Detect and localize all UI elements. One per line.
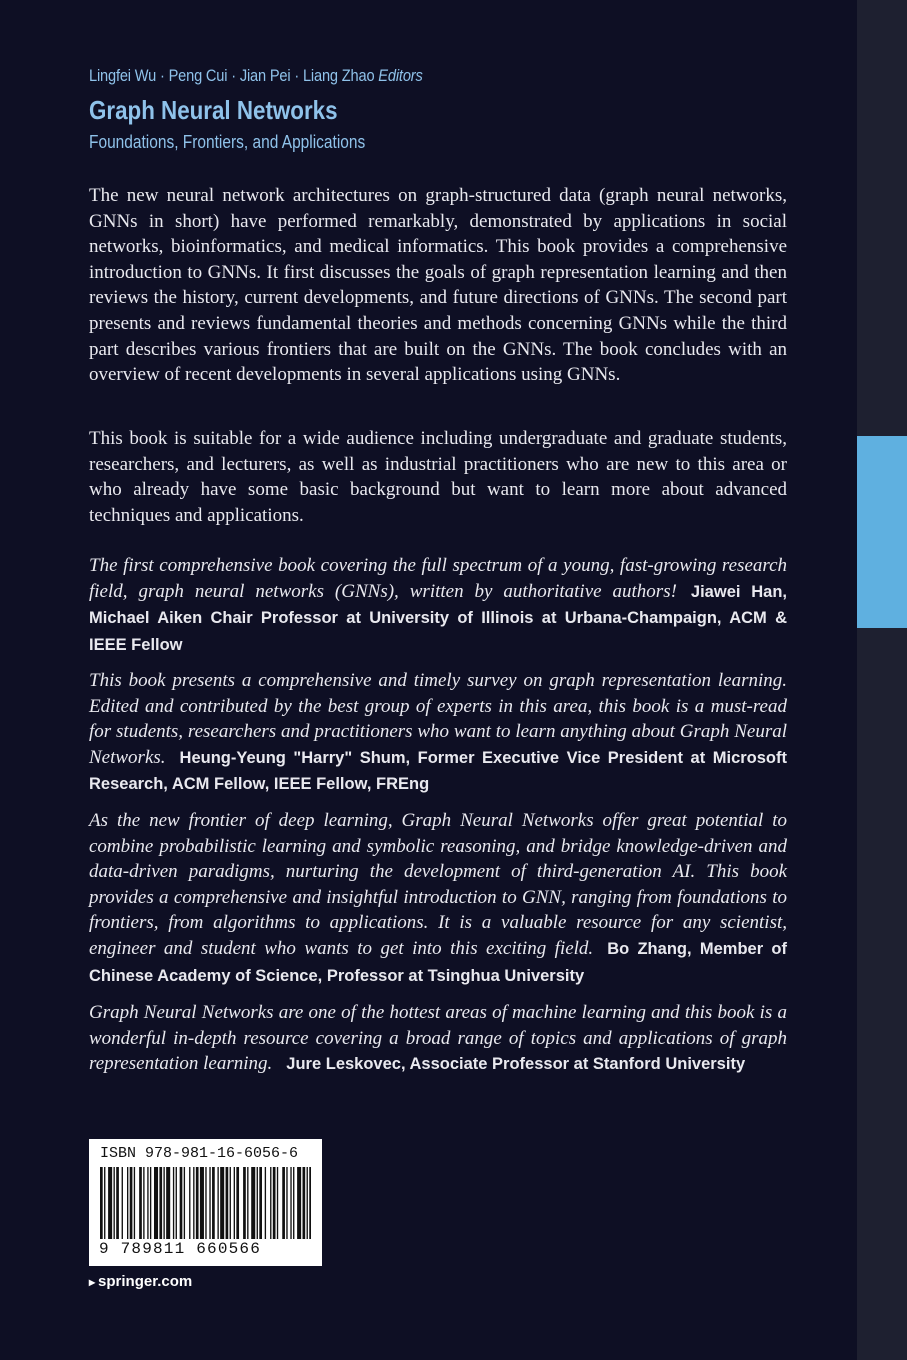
barcode-bar [127, 1167, 128, 1239]
endorsement-attribution: Jure Leskovec, Associate Professor at Stanford University [286, 1055, 746, 1074]
barcode-bar [307, 1167, 308, 1239]
barcode-bar [143, 1167, 144, 1239]
barcode-bar [122, 1167, 123, 1239]
editor-name: Lingfei Wu [89, 66, 157, 85]
barcode-bar [259, 1167, 262, 1239]
barcode-bar [236, 1167, 239, 1239]
endorsement-quote: As the new frontier of deep learning, Graph Neural Networks offer great potential to combine probabilistic learning and symbolic reasoning, and bridge knowledge-driven and data-driven paradigms, nurturing the development of third-generation AI. This book provides a comprehensive and insightful introduction to GNN, ranging from foundations to frontiers, from algorithms to applications. It is a valuable resource for any scientist, engineer and student who wants to get into this exciting field. [89, 810, 787, 959]
barcode-bar [139, 1167, 142, 1239]
audience-paragraph: This book is suitable for a wide audience including undergraduate and graduate students, researchers, and lecturers, as well as industrial practitioners who are new to this area or who already have some basic background but want to learn more about advanced techniques and applications. [89, 428, 787, 526]
barcode-bar [220, 1167, 224, 1239]
editor-name: Peng Cui [168, 66, 228, 85]
barcode-bar [166, 1167, 170, 1239]
barcode-bar [293, 1167, 294, 1239]
barcode-bar [205, 1167, 206, 1239]
isbn-barcode-box [89, 1139, 322, 1266]
endorsement-attribution: Bo Zhang, Member of Chinese Academy of Science, Professor at Tsinghua University [89, 939, 787, 985]
barcode-bar [147, 1167, 148, 1239]
arrow-icon: ▸ [89, 1275, 96, 1289]
barcode-bar [217, 1167, 218, 1239]
editor-name: Liang Zhao [302, 66, 375, 85]
barcode-bar [173, 1167, 174, 1239]
barcode-bar [180, 1167, 183, 1239]
barcode-bar [243, 1167, 246, 1239]
barcode-bar [130, 1167, 133, 1239]
barcode-bar [176, 1167, 177, 1239]
spine-color-tab [857, 436, 907, 628]
barcode-bar [212, 1167, 215, 1239]
barcode-bar [189, 1167, 190, 1239]
barcode-bar [230, 1167, 231, 1239]
barcode-bar [257, 1167, 258, 1239]
editors-role: Editors [378, 66, 423, 85]
barcode-bar [150, 1167, 151, 1239]
isbn-label: ISBN 978-981-16-6056-6 [100, 1145, 299, 1162]
barcode-bar [134, 1167, 135, 1239]
barcode-bar [100, 1167, 103, 1239]
barcode-bar [200, 1167, 204, 1239]
book-subtitle: Foundations, Frontiers, and Applications [89, 132, 366, 152]
barcode-bar [270, 1167, 271, 1239]
endorsement [89, 808, 787, 989]
endorsement-attribution: Jiawei Han, Michael Aiken Chair Professor at University of Illinois at Urbana-Champaign, ACM & IEEE Fellow [89, 582, 787, 654]
endorsement [89, 553, 787, 658]
barcode-bar [282, 1167, 285, 1239]
barcode-bar [193, 1167, 194, 1239]
barcode-graphic [100, 1167, 311, 1239]
endorsement-attribution: Heung-Yeung "Harry" Shum, Former Executive Vice President at Microsoft Research, ACM Fellow, IEEE Fellow, FREng [89, 748, 787, 794]
barcode-bar [297, 1167, 301, 1239]
barcode-bar [265, 1167, 266, 1239]
barcode-bar [273, 1167, 276, 1239]
endorsement [89, 1000, 787, 1078]
spine-edge [857, 0, 907, 1360]
editors-line: Lingfei Wu · Peng Cui · Jian Pei · Liang Zhao Editors [89, 66, 423, 85]
barcode-digits: 9 789811 660566 [99, 1240, 262, 1258]
barcode-bar [114, 1167, 115, 1239]
barcode-bar [116, 1167, 119, 1239]
description-paragraph: The new neural network architectures on graph-structured data (graph neural networks, GNNs in short) have performed remarkably, demonstrated by applications in social networks, bioinformatics, and medical informatics. This book provides a comprehensive introduction to GNNs. It first discusses the goals of graph representation learning and then reviews the history, current developments, and future directions of GNNs. The second part presents and reviews fundamental theories and methods concerning GNNs while the third part describes various frontiers that are built on the GNNs. The book concludes with an overview of recent developments in several applications using GNNs. [89, 185, 787, 386]
barcode-bar [163, 1167, 164, 1239]
barcode-bar [234, 1167, 235, 1239]
barcode-bar [226, 1167, 229, 1239]
barcode-bar [286, 1167, 287, 1239]
barcode-bar [251, 1167, 255, 1239]
endorsement-quote: This book presents a comprehensive and timely survey on graph representation learning. Edited and contributed by the best group of experts in this area, this book is a must-read for students, researchers and practitioners who want to learn anything about Graph Neural Networks. [89, 670, 787, 768]
barcode-bar [303, 1167, 306, 1239]
publisher-link[interactable] [89, 1273, 192, 1290]
endorsement [89, 668, 787, 798]
barcode-bar [104, 1167, 105, 1239]
barcode-bar [209, 1167, 210, 1239]
barcode-bar [290, 1167, 291, 1239]
barcode-bar [154, 1167, 158, 1239]
barcode-bar [159, 1167, 162, 1239]
barcode-bar [309, 1167, 311, 1239]
book-title: Graph Neural Networks [89, 95, 338, 125]
barcode-bar [196, 1167, 199, 1239]
barcode-bar [247, 1167, 248, 1239]
editor-name: Jian Pei [239, 66, 291, 85]
barcode-bar [277, 1167, 278, 1239]
publisher-url: springer.com [98, 1273, 193, 1290]
endorsement-quote: Graph Neural Networks are one of the hottest areas of machine learning and this book is a wonderful in-depth resource covering a broad range of topics and applications of graph representation learning. [89, 1002, 787, 1075]
barcode-bar [108, 1167, 112, 1239]
endorsement-quote: The first comprehensive book covering the full spectrum of a young, fast-growing research field, graph neural networks (GNNs), written by authoritative authors! [89, 555, 787, 602]
barcode-bar [184, 1167, 185, 1239]
